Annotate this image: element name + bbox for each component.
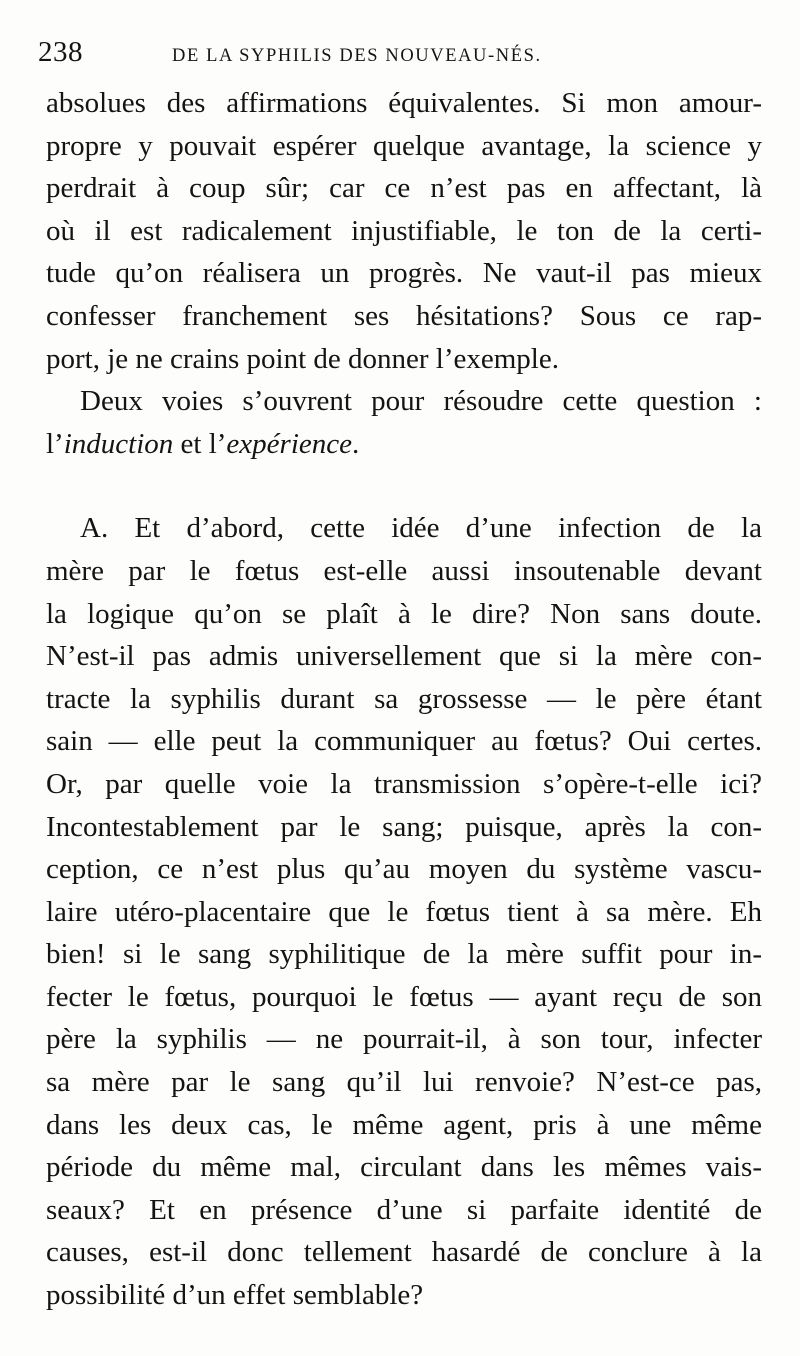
italic-term-experience: expérience <box>226 427 352 460</box>
running-title: DE LA SYPHILIS DES NOUVEAU-NÉS. <box>172 46 542 66</box>
text-line: confesser franchement ses hésitations? Sous ce rap- <box>46 299 762 332</box>
text-line <box>46 423 762 466</box>
text-line: bien! si le sang syphilitique de la mère suffit pour in- <box>46 938 762 971</box>
text-segment: l’ <box>46 427 64 460</box>
text-segment: . <box>352 427 360 460</box>
text-line: dans les deux cas, le même agent, pris à une même <box>46 1108 762 1141</box>
text-line: perdrait à coup sûr; car ce n’est pas en affectant, là <box>46 172 762 205</box>
text-line: possibilité d’un effet semblable? <box>46 1279 424 1312</box>
text-line: absolues des affirmations équivalentes. Si mon amour- <box>46 87 762 119</box>
page-number: 238 <box>38 36 83 68</box>
paragraph-1 <box>46 82 762 380</box>
paragraph-spacer <box>46 465 762 507</box>
text-line: propre y pouvait espérer quelque avantage, la science y <box>46 129 762 162</box>
text-line: N’est-il pas admis universellement que si la mère con- <box>46 640 762 673</box>
text-line: Deux voies s’ouvrent pour résoudre cette question : <box>80 385 762 418</box>
text-line: période du même mal, circulant dans les mêmes vais- <box>46 1151 762 1184</box>
text-line: la logique qu’on se plaît à le dire? Non sans doute. <box>46 597 762 630</box>
text-line: Incontestablement par le sang; puisque, après la con- <box>46 810 762 843</box>
text-line: sain — elle peut la communiquer au fœtus? Oui certes. <box>46 725 762 758</box>
text-line: seaux? Et en présence d’une si parfaite identité de <box>46 1193 762 1226</box>
text-line: sa mère par le sang qu’il lui renvoie? N’est-ce pas, <box>46 1066 762 1099</box>
italic-term-induction: induction <box>63 427 174 460</box>
running-header <box>38 36 758 76</box>
text-line: Or, par quelle voie la transmission s’opère-t-elle ici? <box>46 767 762 800</box>
paragraph-2 <box>46 380 762 465</box>
text-line: laire utéro-placentaire que le fœtus tient à sa mère. Eh <box>46 895 762 928</box>
text-line: causes, est-il donc tellement hasardé de conclure à la <box>46 1236 762 1269</box>
paragraph-3 <box>46 507 762 1316</box>
text-line: mère par le fœtus est-elle aussi insoutenable devant <box>46 554 762 587</box>
text-line: où il est radicalement injustifiable, le ton de la certi- <box>46 214 762 247</box>
text-segment: et l’ <box>173 427 227 460</box>
text-line: tracte la syphilis durant sa grossesse — le père étant <box>46 682 762 715</box>
text-line: A. Et d’abord, cette idée d’une infection de la <box>80 512 762 545</box>
text-line: père la syphilis — ne pourrait-il, à son tour, infecter <box>46 1023 762 1056</box>
body-text <box>46 82 762 1317</box>
text-line: ception, ce n’est plus qu’au moyen du système vascu- <box>46 853 762 886</box>
text-line: tude qu’on réalisera un progrès. Ne vaut-il pas mieux <box>46 257 762 290</box>
text-line: fecter le fœtus, pourquoi le fœtus — ayant reçu de son <box>46 980 762 1013</box>
text-line: port, je ne crains point de donner l’exemple. <box>46 342 559 375</box>
